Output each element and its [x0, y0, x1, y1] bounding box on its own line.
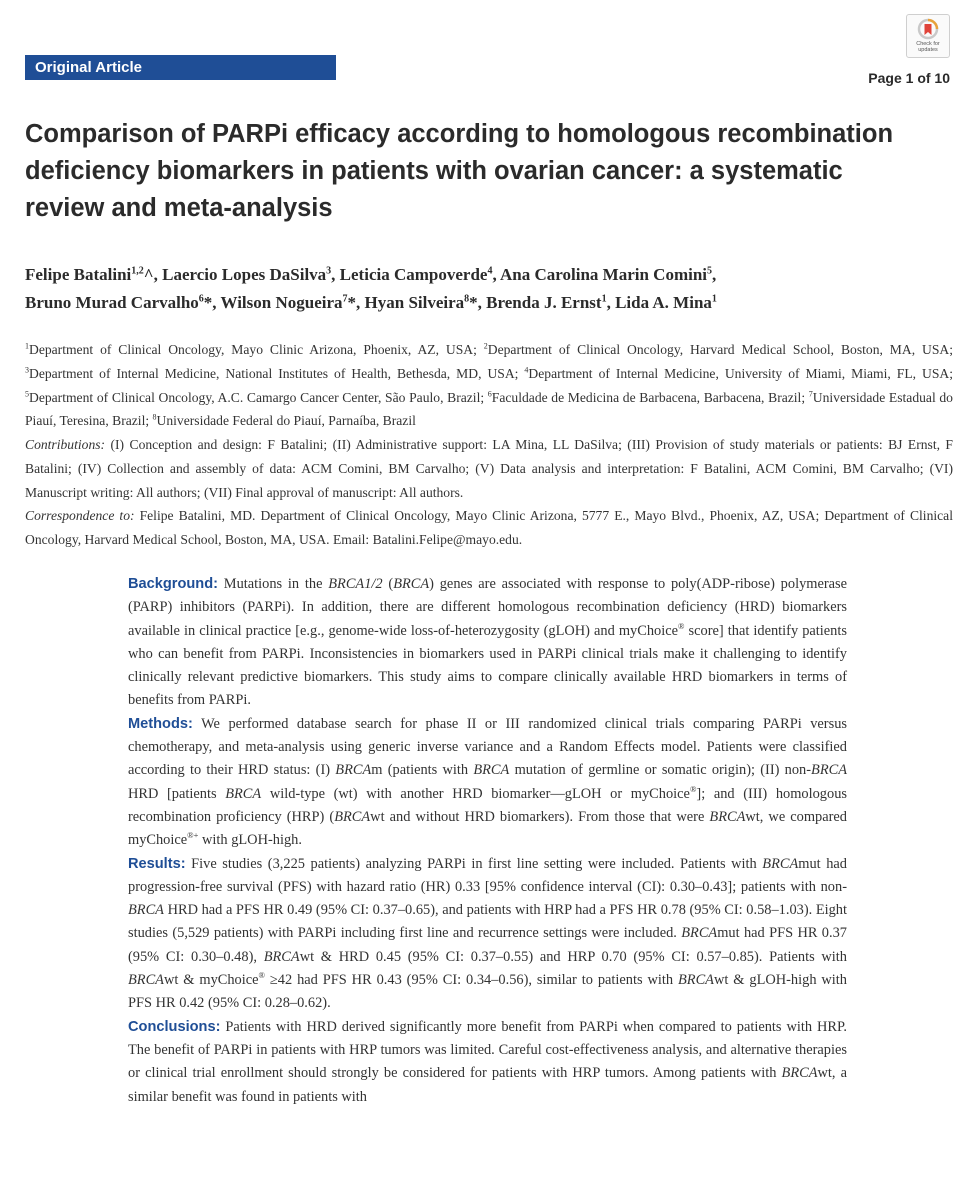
abstract-text-segment: BRCA	[263, 948, 300, 965]
abstract-background	[128, 573, 847, 713]
author-separator: ,	[356, 293, 365, 312]
section-label: Original Article	[35, 59, 142, 76]
check-for-updates-text: Check for updates	[916, 41, 940, 53]
abstract-text-segment: wild-type (wt) with another HRD biomarker—gLOH or myChoice	[261, 785, 690, 802]
abstract-text-segment: ®	[678, 620, 685, 631]
affiliations	[25, 338, 953, 433]
author-name: Bruno Murad Carvalho	[25, 293, 199, 312]
abstract-text-segment: BRCA	[393, 576, 430, 592]
affiliation-number: 4	[524, 365, 529, 375]
correspondence-text: Felipe Batalini, MD. Department of Clinical Oncology, Mayo Clinic Arizona, 5777 E., Mayo Blvd., Phoenix, AZ, USA; Department of Clinical Oncology, Harvard Medical School, Boston, MA, USA. Email: Batalini.Felipe@mayo.edu.	[25, 508, 953, 547]
abstract-text-segment: BRCA	[128, 972, 164, 989]
author	[162, 265, 340, 284]
abstract-text-segment: ≥42 had PFS HR 0.43 (95% CI: 0.34–0.56), similar to patients with	[265, 972, 678, 989]
abstract-text-segment: mut had PFS HR 0.37 (95% CI: 0.30–0.48),	[128, 925, 847, 965]
author	[615, 293, 717, 312]
abstract-text	[128, 1019, 847, 1105]
contributions-label: Contributions:	[25, 437, 106, 452]
abstract-text-segment: BRCA1/2	[328, 576, 383, 592]
affiliation	[25, 342, 484, 357]
author-affiliation-number: 8	[464, 293, 470, 305]
check-for-updates-badge[interactable]	[906, 14, 950, 58]
author-separator: ,	[477, 293, 487, 312]
correspondence	[25, 504, 953, 552]
abstract-text-segment: wt & myChoice	[163, 972, 259, 989]
abstract-methods	[128, 713, 847, 853]
author-affiliation-number: 6	[198, 293, 204, 305]
affiliation-number: 6	[487, 389, 492, 399]
affiliation-number: 3	[25, 365, 29, 375]
affiliation-number: 1	[25, 341, 29, 351]
affiliation	[524, 366, 953, 381]
abstract-text-segment: wt & gLOH-high with PFS HR 0.42 (95% CI: 0.28–0.62).	[128, 972, 848, 1012]
abstract-text-segment: wt, a similar benefit was found in patients with	[128, 1065, 847, 1105]
abstract-text-segment: BRCA	[473, 762, 510, 779]
author-name: Ana Carolina Marin Comini	[500, 265, 708, 284]
author-affiliation-number: 3	[326, 265, 332, 277]
author-name: Brenda J. Ernst	[486, 293, 602, 312]
abstract-text-segment: HRD had a PFS HR 0.49 (95% CI: 0.37–0.65), and patients with HRP had a PFS HR 0.78 (95% CI: 0.58–1.03). Eight studies (5,529 patients) with PARPi including first line and recurrence settings were included.	[128, 902, 847, 942]
author	[365, 293, 487, 312]
abstract-text-segment: ®	[689, 783, 697, 794]
page-number: Page 1 of 10	[868, 70, 950, 86]
author-separator: ,	[606, 293, 616, 312]
check-for-updates-icon	[917, 18, 939, 40]
section-label-bar	[25, 55, 336, 80]
abstract-text-segment: We performed database search for phase II or III randomized clinical trials comparing PARPi versus chemotherapy, and meta-analysis using generic inverse variance and a Random Effects model. Patients were classified according to their HRD status: (I)	[128, 715, 847, 779]
author	[486, 293, 615, 312]
abstract-text-segment: BRCA	[811, 762, 848, 779]
affiliation	[488, 390, 809, 405]
author-affiliation-number: 1	[601, 293, 607, 305]
abstract-text-segment: Patients with HRD derived significantly more benefit from PARPi when compared to patients with HRP. The benefit of PARPi in patients with HRP tumors was limited. Careful cost-effectiveness analysis, and alternative therapies or clinical trial enrollment should strongly be considered for patients with HRP tumors. Among patients with	[128, 1018, 847, 1082]
affiliation	[25, 390, 488, 405]
author-affiliation-number: 7	[342, 293, 348, 305]
abstract-text-segment: BRCA	[678, 972, 714, 989]
author-list	[25, 261, 955, 317]
abstract	[128, 573, 847, 1109]
abstract-text-segment: (	[382, 576, 394, 592]
abstract-heading: Background:	[128, 576, 218, 592]
abstract-text-segment: Five studies (3,225 patients) analyzing PARPi in first line setting were included. Patients with	[185, 855, 763, 872]
author-separator: ,	[212, 293, 221, 312]
affiliation-number: 8	[152, 412, 157, 422]
abstract-text-segment: m (patients with	[371, 762, 474, 779]
abstract-text-segment: Mutations in the	[218, 576, 329, 592]
author-affiliation-number: 4	[487, 265, 493, 277]
abstract-heading: Methods:	[128, 715, 193, 732]
abstract-text-segment: BRCA	[709, 808, 746, 825]
abstract-text-segment: mutation of germline or somatic origin); (II) non-	[509, 762, 812, 779]
abstract-text-segment: ®	[258, 970, 265, 981]
affiliation-number: 7	[808, 389, 813, 399]
author	[500, 265, 716, 284]
abstract-text-segment: ]; and (III) homologous recombination proficiency (HRP) (	[128, 785, 847, 825]
abstract-text-segment: wt and without HRD biomarkers). From those that were	[370, 808, 710, 825]
affiliation	[484, 342, 953, 357]
author-mark: ^	[143, 265, 154, 284]
author-name: Lida A. Mina	[615, 293, 712, 312]
affiliation-text: Department of Clinical Oncology, Mayo Clinic Arizona, Phoenix, AZ, USA;	[29, 342, 484, 357]
abstract-text-segment: BRCA	[681, 925, 718, 942]
abstract-heading: Results:	[128, 855, 186, 872]
abstract-text-segment: wt & HRD 0.45 (95% CI: 0.37–0.55) and HRP 0.70 (95% CI: 0.57–0.85). Patients with	[299, 948, 847, 965]
abstract-text-segment: score] that identify patients who can benefit from PARPi. Inconsistencies in biomarkers used in PARPi clinical trials make it challenging to identify clinically relevant predictive biomarkers. This study aims to compare clinically available HRD biomarkers in terms of benefits from PARPi.	[128, 622, 847, 709]
abstract-text	[128, 856, 847, 1012]
author	[25, 265, 162, 284]
abstract-conclusions	[128, 1016, 847, 1109]
author-mark: *	[469, 293, 478, 312]
author	[340, 265, 500, 284]
abstract-text-segment: ) genes are associated with response to poly(ADP-ribose) polymerase (PARP) inhibitors (PARPi). In addition, there are different homologous recombination deficiency (HRD) biomarkers available in clinical practice [e.g., genome-wide loss-of-heterozygosity (gLOH) and myChoice	[128, 576, 848, 639]
abstract-text-segment: mut had progression-free survival (PFS) with hazard ratio (HR) 0.33 [95% confidence interval (CI): 0.30–0.43]; patients with non-	[128, 855, 847, 895]
affiliation-text: Faculdade de Medicina de Barbacena, Barbacena, Brazil;	[491, 389, 809, 405]
abstract-text	[128, 716, 847, 848]
author-affiliation-number: 5	[707, 265, 713, 277]
abstract-text-segment: BRCA	[781, 1065, 818, 1082]
author-mark: *	[203, 293, 213, 312]
affiliation-number: 5	[25, 389, 29, 399]
author-name: Hyan Silveira	[364, 293, 465, 312]
abstract-results	[128, 853, 847, 1016]
affiliation	[25, 366, 524, 381]
affiliation-text: Department of Internal Medicine, National Institutes of Health, Bethesda, MD, USA;	[29, 365, 525, 381]
abstract-text-segment: BRCA	[334, 808, 371, 825]
author-separator: ,	[331, 265, 340, 284]
author	[25, 293, 221, 312]
affiliation-number: 2	[483, 341, 488, 351]
author-separator: ,	[153, 265, 163, 284]
contributions	[25, 433, 953, 504]
author-name: Laercio Lopes DaSilva	[162, 265, 327, 284]
author-affiliation-number: 1	[711, 293, 717, 305]
affiliation-text: Department of Clinical Oncology, A.C. Camargo Cancer Center, São Paulo, Brazil;	[29, 389, 488, 405]
author-separator: ,	[712, 265, 717, 284]
author	[221, 293, 365, 312]
abstract-text-segment: BRCA	[762, 855, 799, 872]
author-affiliation-number: 1,2	[131, 265, 144, 277]
affiliation-text: Universidade Federal do Piauí, Parnaíba, Brazil	[156, 413, 416, 429]
abstract-heading: Conclusions:	[128, 1018, 221, 1035]
abstract-text-segment: with gLOH-high.	[198, 832, 302, 849]
affiliation-text: Department of Clinical Oncology, Harvard Medical School, Boston, MA, USA;	[487, 342, 953, 357]
author-separator: ,	[492, 265, 501, 284]
affiliation-text: Universidade Estadual do Piauí, Teresina, Brazil;	[25, 389, 953, 429]
abstract-text-segment: BRCA	[335, 762, 372, 779]
author-name: Wilson Nogueira	[220, 293, 343, 312]
article-title: Comparison of PARPi efficacy according to homologous recombination deficiency biomarkers in patients with ovarian cancer: a systematic review and meta-analysis	[25, 120, 894, 222]
author-name: Felipe Batalini	[25, 265, 132, 284]
contributions-text: (I) Conception and design: F Batalini; (II) Administrative support: LA Mina, LL DaSilva; (III) Provision of study materials or patients: BJ Ernst, F Batalini; (IV) Collection and assembly of data: ACM Comini, BM Carvalho; (V) Data analysis and interpretation: F Batalini, ACM Comini, BM Carvalho; (VI) Manuscript writing: All authors; (VII) Final approval of manuscript: All authors.	[25, 437, 953, 500]
abstract-text-segment: wt, we compared myChoice	[128, 808, 847, 849]
author-name: Leticia Campoverde	[339, 265, 488, 284]
author-mark: *	[347, 293, 357, 312]
abstract-text-segment: ®+	[187, 830, 199, 841]
abstract-text-segment: BRCA	[225, 785, 262, 802]
abstract-text-segment: HRD [patients	[128, 785, 226, 802]
affiliation-text: Department of Internal Medicine, University of Miami, Miami, FL, USA;	[528, 365, 953, 381]
correspondence-label: Correspondence to:	[25, 508, 135, 523]
abstract-text-segment: BRCA	[128, 902, 164, 919]
abstract-text	[128, 576, 847, 708]
affiliation	[153, 413, 416, 428]
